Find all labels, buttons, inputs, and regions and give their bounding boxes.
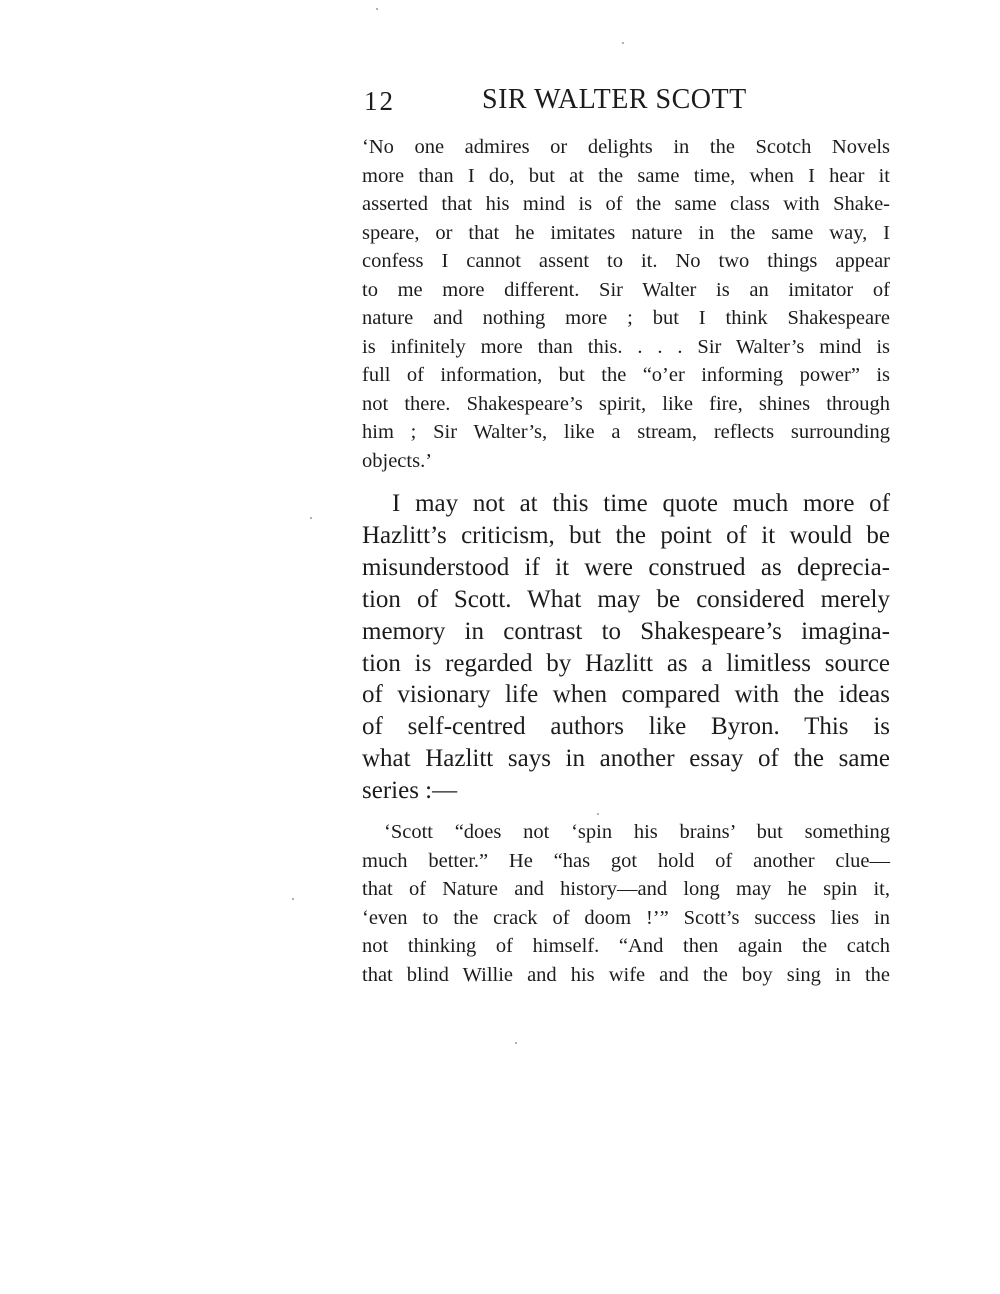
quote-line: nature and nothing more ; but I think Shakespeare (362, 307, 890, 329)
quote-line: not there. Shakespeare’s spirit, like fire, shines through (362, 392, 890, 415)
quote-line: much better.” He “has got hold of another clue— (362, 849, 890, 872)
paper-speck (376, 8, 378, 10)
paper-speck (292, 898, 294, 900)
paragraph-line: misunderstood if it were construed as deprecia- (362, 553, 890, 581)
quote-line: asserted that his mind is of the same class with Shake- (362, 193, 890, 215)
paragraph-line: Hazlitt’s criticism, but the point of it would be (362, 521, 890, 549)
quotation-block-2 (362, 818, 890, 989)
quotation-block-1 (362, 133, 890, 475)
running-title: SIR WALTER SCOTT (482, 84, 747, 115)
quote-line: ‘Scott “does not ‘spin his brains’ but something (384, 821, 890, 843)
quote-line: to me more different. Sir Walter is an imitator of (362, 278, 890, 301)
quote-line: is infinitely more than this. . . . Sir Walter’s mind is (362, 335, 890, 358)
quote-line: not thinking of himself. “And then again the catch (362, 935, 890, 957)
quote-line: that blind Willie and his wife and the boy sing in the (362, 963, 890, 986)
paragraph-line: series :— (362, 777, 458, 805)
paper-speck (597, 813, 599, 815)
paper-speck (515, 1042, 517, 1044)
quote-line: him ; Sir Walter’s, like a stream, reflects surrounding (362, 421, 890, 443)
paper-speck (310, 517, 312, 519)
quote-line: that of Nature and history—and long may he spin it, (362, 878, 890, 900)
paragraph-line: memory in contrast to Shakespeare’s imagina- (362, 617, 890, 645)
quote-line: objects.’ (362, 449, 433, 472)
quote-line: full of information, but the “o’er informing power” is (362, 364, 890, 386)
paper-speck (622, 42, 624, 44)
quote-line: speare, or that he imitates nature in the same way, I (362, 221, 890, 244)
paragraph-line: I may not at this time quote much more of (392, 490, 890, 517)
paragraph-line: of self-centred authors like Byron. This is (362, 713, 890, 741)
body-paragraph (362, 488, 890, 807)
quote-line: more than I do, but at the same time, when I hear it (362, 164, 890, 187)
quote-line: ‘No one admires or delights in the Scotch Novels (362, 136, 890, 158)
paragraph-line: tion of Scott. What may be considered merely (362, 585, 890, 613)
page-number: 12 (364, 86, 395, 116)
paragraph-line: of visionary life when compared with the ideas (362, 681, 890, 709)
quote-line: ‘even to the crack of doom !’” Scott’s success lies in (362, 906, 890, 929)
quote-line: confess I cannot assent to it. No two things appear (362, 250, 890, 272)
paragraph-line: tion is regarded by Hazlitt as a limitless source (362, 649, 890, 677)
paragraph-line: what Hazlitt says in another essay of the same (362, 745, 890, 773)
